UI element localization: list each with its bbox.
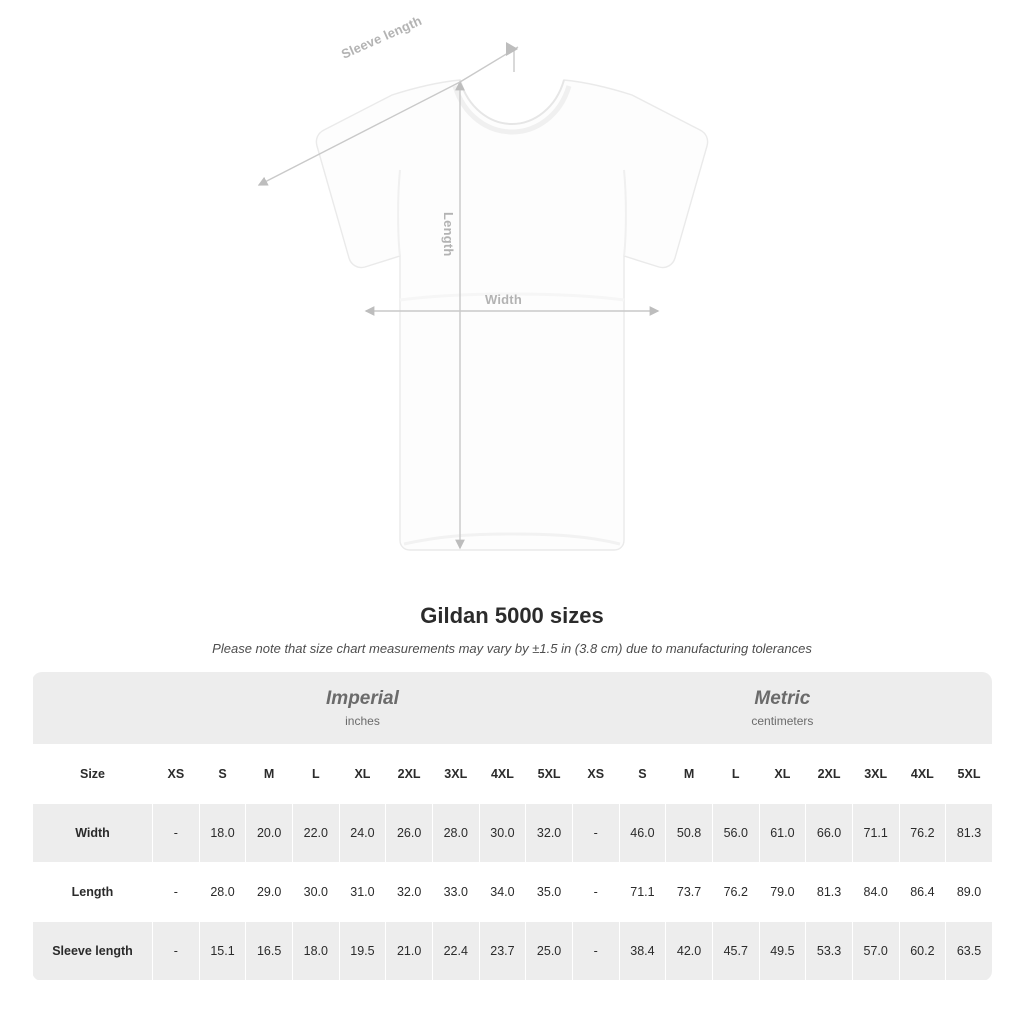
size-column-header: S (619, 744, 666, 803)
table-cell: 21.0 (386, 921, 433, 980)
size-column-header: 2XL (386, 744, 433, 803)
table-cell: 31.0 (339, 862, 386, 921)
table-cell: 50.8 (666, 803, 713, 862)
table-cell: 89.0 (946, 862, 992, 921)
table-cell: - (572, 862, 619, 921)
size-column-header: M (246, 744, 293, 803)
table-cell: 24.0 (339, 803, 386, 862)
table-cell: 57.0 (852, 921, 899, 980)
width-dimension-label: Width (485, 292, 522, 307)
table-cell: 60.2 (899, 921, 946, 980)
table-cell: 71.1 (852, 803, 899, 862)
table-cell: 19.5 (339, 921, 386, 980)
table-cell: 29.0 (246, 862, 293, 921)
imperial-subtitle: inches (345, 714, 380, 729)
row-label: Sleeve length (33, 921, 153, 980)
table-cell: 22.4 (432, 921, 479, 980)
table-cell: 71.1 (619, 862, 666, 921)
table-cell: 32.0 (386, 862, 433, 921)
table-cell: 18.0 (199, 803, 246, 862)
table-cell: 30.0 (479, 803, 526, 862)
row-label: Length (33, 862, 153, 921)
table-cell: 23.7 (479, 921, 526, 980)
metric-subtitle: centimeters (751, 714, 814, 729)
size-column-header: 4XL (899, 744, 946, 803)
size-column-header: XL (339, 744, 386, 803)
table-cell: 28.0 (432, 803, 479, 862)
table-cell: 76.2 (899, 803, 946, 862)
size-column-header: S (199, 744, 246, 803)
table-cell: 20.0 (246, 803, 293, 862)
table-cell: - (572, 921, 619, 980)
table-cell: 25.0 (526, 921, 573, 980)
table-cell: 84.0 (852, 862, 899, 921)
size-column-header: 2XL (806, 744, 853, 803)
size-column-header: XS (153, 744, 200, 803)
unit-row-spacer (33, 672, 153, 744)
table-cell: - (153, 803, 200, 862)
imperial-unit-cell (153, 672, 573, 744)
size-header-row (33, 744, 993, 803)
table-cell: 42.0 (666, 921, 713, 980)
unit-system-row (33, 672, 993, 744)
size-table (32, 672, 992, 981)
metric-title: Metric (754, 688, 811, 710)
table-cell: 15.1 (199, 921, 246, 980)
size-column-header: 3XL (432, 744, 479, 803)
size-column-header: 3XL (852, 744, 899, 803)
table-row (33, 921, 993, 980)
row-label: Width (33, 803, 153, 862)
imperial-title: Imperial (326, 688, 399, 710)
size-column-header: M (666, 744, 713, 803)
table-cell: 49.5 (759, 921, 806, 980)
table-cell: 34.0 (479, 862, 526, 921)
table-cell: 81.3 (946, 803, 992, 862)
table-cell: 33.0 (432, 862, 479, 921)
size-column-header: 5XL (526, 744, 573, 803)
table-cell: 66.0 (806, 803, 853, 862)
table-cell: 28.0 (199, 862, 246, 921)
size-column-header: 5XL (946, 744, 992, 803)
table-cell: - (572, 803, 619, 862)
table-cell: 26.0 (386, 803, 433, 862)
table-cell: 35.0 (526, 862, 573, 921)
table-cell: 32.0 (526, 803, 573, 862)
metric-unit-cell (572, 672, 992, 744)
table-cell: - (153, 921, 200, 980)
size-column-header: L (712, 744, 759, 803)
table-cell: - (153, 862, 200, 921)
size-table-container (32, 672, 992, 981)
table-cell: 61.0 (759, 803, 806, 862)
sleeve-length-dimension-label: Sleeve length (339, 12, 425, 62)
tolerance-note: Please note that size chart measurements may vary by ±1.5 in (3.8 cm) due to manufacturing tolerances (212, 641, 812, 656)
table-cell: 46.0 (619, 803, 666, 862)
table-cell: 45.7 (712, 921, 759, 980)
size-column-header: XL (759, 744, 806, 803)
size-column-header: L (292, 744, 339, 803)
table-cell: 30.0 (292, 862, 339, 921)
size-header-label: Size (33, 744, 153, 803)
table-cell: 18.0 (292, 921, 339, 980)
table-cell: 38.4 (619, 921, 666, 980)
table-cell: 86.4 (899, 862, 946, 921)
table-cell: 22.0 (292, 803, 339, 862)
table-cell: 79.0 (759, 862, 806, 921)
table-cell: 53.3 (806, 921, 853, 980)
table-cell: 56.0 (712, 803, 759, 862)
table-cell: 76.2 (712, 862, 759, 921)
table-cell: 16.5 (246, 921, 293, 980)
size-column-header: 4XL (479, 744, 526, 803)
length-dimension-label: Length (441, 212, 456, 257)
table-row (33, 862, 993, 921)
table-cell: 81.3 (806, 862, 853, 921)
page-title: Gildan 5000 sizes (420, 603, 604, 628)
size-column-header: XS (572, 744, 619, 803)
table-row (33, 803, 993, 862)
table-cell: 63.5 (946, 921, 992, 980)
table-cell: 73.7 (666, 862, 713, 921)
